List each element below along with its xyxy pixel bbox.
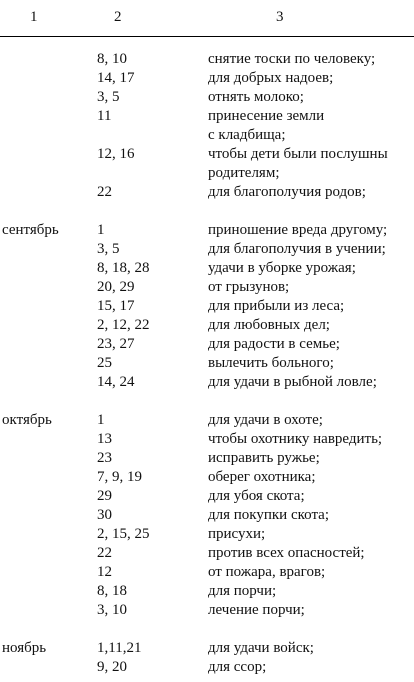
table-row bbox=[0, 658, 414, 677]
days-cell: 11 bbox=[97, 108, 112, 124]
purpose-cell bbox=[208, 582, 412, 601]
header-col-3: 3 bbox=[276, 9, 284, 25]
days-cell: 14, 17 bbox=[97, 70, 135, 86]
table-row bbox=[0, 183, 414, 202]
purpose-line: для благополучия в учении; bbox=[208, 241, 386, 257]
table-row bbox=[0, 259, 414, 278]
table-row bbox=[0, 50, 414, 69]
purpose-line: для удачи в охоте; bbox=[208, 412, 323, 428]
days-cell: 8, 18 bbox=[97, 583, 127, 599]
table-row bbox=[0, 240, 414, 259]
table-row bbox=[0, 601, 414, 620]
purpose-line: для порчи; bbox=[208, 583, 277, 599]
purpose-line: отнять молоко; bbox=[208, 89, 304, 105]
days-cell: 29 bbox=[97, 488, 112, 504]
purpose-cell bbox=[208, 278, 412, 297]
days-cell: 23, 27 bbox=[97, 336, 135, 352]
month-section bbox=[0, 221, 414, 392]
table-row bbox=[0, 297, 414, 316]
purpose-cell bbox=[208, 354, 412, 373]
purpose-cell bbox=[208, 411, 412, 430]
purpose-cell bbox=[208, 658, 412, 677]
purpose-line: от пожара, врагов; bbox=[208, 564, 326, 580]
purpose-line: родителям; bbox=[208, 165, 280, 181]
purpose-line: исправить ружье; bbox=[208, 450, 320, 466]
purpose-cell bbox=[208, 544, 412, 563]
table-row bbox=[0, 487, 414, 506]
table-row bbox=[0, 278, 414, 297]
table-row bbox=[0, 563, 414, 582]
purpose-line: удачи в уборке урожая; bbox=[208, 260, 356, 276]
days-cell: 25 bbox=[97, 355, 112, 371]
purpose-cell bbox=[208, 221, 412, 240]
purpose-cell bbox=[208, 449, 412, 468]
days-cell: 12, 16 bbox=[97, 146, 135, 162]
days-cell: 23 bbox=[97, 450, 112, 466]
purpose-line: чтобы охотнику навредить; bbox=[208, 431, 383, 447]
purpose-cell bbox=[208, 525, 412, 544]
table-row bbox=[0, 335, 414, 354]
purpose-line: для радости в семье; bbox=[208, 336, 340, 352]
purpose-line: для добрых надоев; bbox=[208, 70, 334, 86]
purpose-line: против всех опасностей; bbox=[208, 545, 365, 561]
purpose-line: снятие тоски по человеку; bbox=[208, 51, 376, 67]
table-row bbox=[0, 145, 414, 183]
purpose-cell bbox=[208, 639, 412, 658]
table-row bbox=[0, 506, 414, 525]
days-cell: 8, 10 bbox=[97, 51, 127, 67]
table-row bbox=[0, 107, 414, 145]
days-cell: 3, 10 bbox=[97, 602, 127, 618]
table-row bbox=[0, 582, 414, 601]
purpose-line: вылечить больного; bbox=[208, 355, 334, 371]
days-cell: 30 bbox=[97, 507, 112, 523]
purpose-cell bbox=[208, 468, 412, 487]
purpose-cell bbox=[208, 335, 412, 354]
table-row bbox=[0, 411, 414, 430]
days-cell: 2, 15, 25 bbox=[97, 526, 150, 542]
header-divider bbox=[0, 36, 414, 37]
purpose-cell bbox=[208, 107, 412, 145]
purpose-line: для убоя скота; bbox=[208, 488, 305, 504]
table-row bbox=[0, 221, 414, 240]
days-cell: 15, 17 bbox=[97, 298, 135, 314]
purpose-line: чтобы дети были послушны bbox=[208, 146, 388, 162]
table-row bbox=[0, 430, 414, 449]
days-cell: 22 bbox=[97, 184, 112, 200]
days-cell: 7, 9, 19 bbox=[97, 469, 142, 485]
days-cell: 8, 18, 28 bbox=[97, 260, 150, 276]
month-section bbox=[0, 50, 414, 202]
purpose-cell bbox=[208, 506, 412, 525]
days-cell: 3, 5 bbox=[97, 241, 120, 257]
days-cell: 12 bbox=[97, 564, 112, 580]
purpose-cell bbox=[208, 259, 412, 278]
purpose-line: для прибыли из леса; bbox=[208, 298, 345, 314]
purpose-cell bbox=[208, 297, 412, 316]
purpose-line: для покупки скота; bbox=[208, 507, 330, 523]
purpose-line: для ссор; bbox=[208, 659, 267, 675]
purpose-cell bbox=[208, 69, 412, 88]
purpose-cell bbox=[208, 601, 412, 620]
purpose-cell bbox=[208, 316, 412, 335]
month-section bbox=[0, 639, 414, 677]
table-row bbox=[0, 525, 414, 544]
table-header bbox=[0, 8, 414, 30]
purpose-cell bbox=[208, 487, 412, 506]
table-row bbox=[0, 354, 414, 373]
days-cell: 22 bbox=[97, 545, 112, 561]
table-row bbox=[0, 468, 414, 487]
purpose-line: для благополучия родов; bbox=[208, 184, 366, 200]
month-label: сентябрь bbox=[2, 222, 59, 238]
purpose-cell bbox=[208, 50, 412, 69]
days-cell: 1 bbox=[97, 412, 105, 428]
purpose-line: приношение вреда другому; bbox=[208, 222, 388, 238]
purpose-line: принесение земли bbox=[208, 108, 325, 124]
purpose-line: для удачи войск; bbox=[208, 640, 314, 656]
purpose-line: оберег охотника; bbox=[208, 469, 316, 485]
days-cell: 14, 24 bbox=[97, 374, 135, 390]
purpose-cell bbox=[208, 88, 412, 107]
table-row bbox=[0, 544, 414, 563]
purpose-line: для удачи в рыбной ловле; bbox=[208, 374, 377, 390]
purpose-cell bbox=[208, 430, 412, 449]
purpose-cell bbox=[208, 145, 412, 183]
month-label: октябрь bbox=[2, 412, 52, 428]
days-cell: 20, 29 bbox=[97, 279, 135, 295]
days-cell: 9, 20 bbox=[97, 659, 127, 675]
table-row bbox=[0, 639, 414, 658]
days-cell: 13 bbox=[97, 431, 112, 447]
month-label: ноябрь bbox=[2, 640, 47, 656]
days-cell: 1 bbox=[97, 222, 105, 238]
table-row bbox=[0, 449, 414, 468]
table-row bbox=[0, 373, 414, 392]
purpose-cell bbox=[208, 240, 412, 259]
table-row bbox=[0, 69, 414, 88]
table-body bbox=[0, 50, 414, 677]
purpose-cell bbox=[208, 183, 412, 202]
purpose-cell bbox=[208, 563, 412, 582]
purpose-line: для любовных дел; bbox=[208, 317, 330, 333]
purpose-line: лечение порчи; bbox=[208, 602, 305, 618]
table-row bbox=[0, 88, 414, 107]
header-col-2: 2 bbox=[114, 9, 122, 25]
days-cell: 2, 12, 22 bbox=[97, 317, 150, 333]
header-col-1: 1 bbox=[30, 9, 38, 25]
days-cell: 1,11,21 bbox=[97, 640, 142, 656]
month-section bbox=[0, 411, 414, 620]
days-cell: 3, 5 bbox=[97, 89, 120, 105]
purpose-line: от грызунов; bbox=[208, 279, 290, 295]
purpose-line: присухи; bbox=[208, 526, 266, 542]
table-row bbox=[0, 316, 414, 335]
purpose-cell bbox=[208, 373, 412, 392]
purpose-line: с кладбища; bbox=[208, 127, 286, 143]
